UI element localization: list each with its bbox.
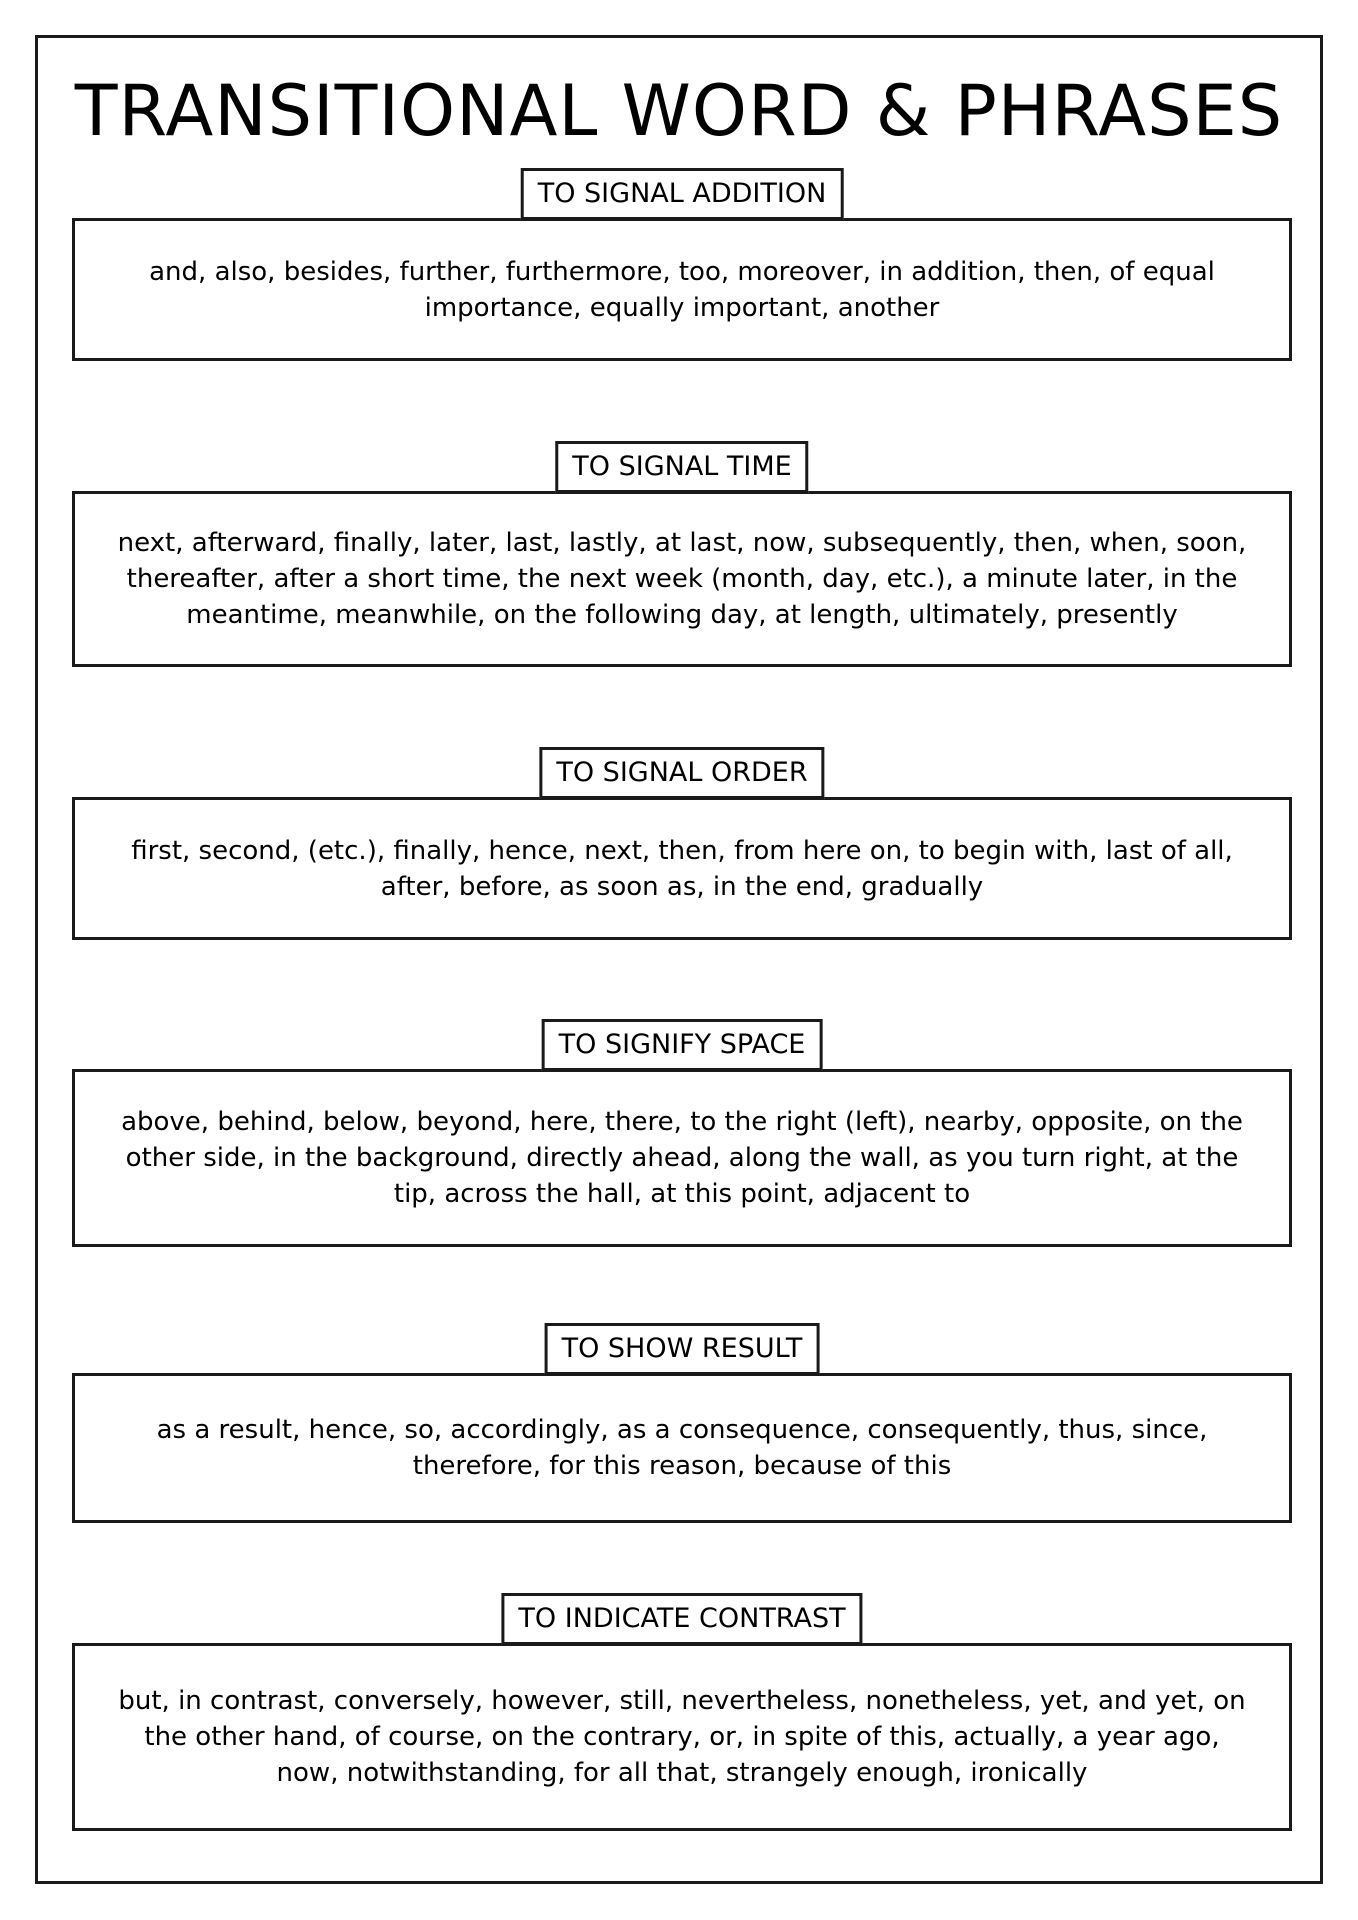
section-label: TO SIGNAL TIME bbox=[555, 441, 808, 493]
section-label: TO SIGNAL ORDER bbox=[539, 747, 824, 799]
section-content-box bbox=[72, 218, 1292, 361]
section-label: TO SHOW RESULT bbox=[545, 1323, 820, 1375]
section-label: TO SIGNAL ADDITION bbox=[521, 168, 844, 220]
section-label: TO INDICATE CONTRAST bbox=[501, 1593, 862, 1645]
section-content-box bbox=[72, 1373, 1292, 1523]
section-text: above, behind, below, beyond, here, there, to the right (left), nearby, opposite, on the other side, in the background, directly ahead, along the wall, as you turn right, at the tip, across the hall, at this point, adjacent to bbox=[121, 1107, 1243, 1209]
section-content-box bbox=[72, 491, 1292, 667]
section-text: but, in contrast, conversely, however, still, nevertheless, nonetheless, yet, and yet, on the other hand, of course, on the contrary, or, in spite of this, actually, a year ago, now, notwithstanding, for all that, strangely enough, ironically bbox=[118, 1686, 1246, 1788]
section-content-box bbox=[72, 1643, 1292, 1831]
section-text: and, also, besides, further, furthermore, too, moreover, in addition, then, of equal importance, equally important, another bbox=[149, 256, 1215, 323]
page-title: TRANSITIONAL WORD & PHRASES bbox=[74, 70, 1284, 152]
section-content-box bbox=[72, 797, 1292, 940]
section-label: TO SIGNIFY SPACE bbox=[542, 1019, 823, 1071]
section-text: next, afterward, finally, later, last, lastly, at last, now, subsequently, then, when, soon, thereafter, after a short time, the next week (month, day, etc.), a minute later, in the meantime, meanwhile, on the following day, at length, ultimately, presently bbox=[117, 528, 1247, 630]
section-text: first, second, (etc.), finally, hence, next, then, from here on, to begin with, last of all, after, before, as soon as, in the end, gradually bbox=[131, 835, 1233, 902]
section-content-box bbox=[72, 1069, 1292, 1247]
section-text: as a result, hence, so, accordingly, as a consequence, consequently, thus, since, therefore, for this reason, because of this bbox=[156, 1415, 1208, 1481]
